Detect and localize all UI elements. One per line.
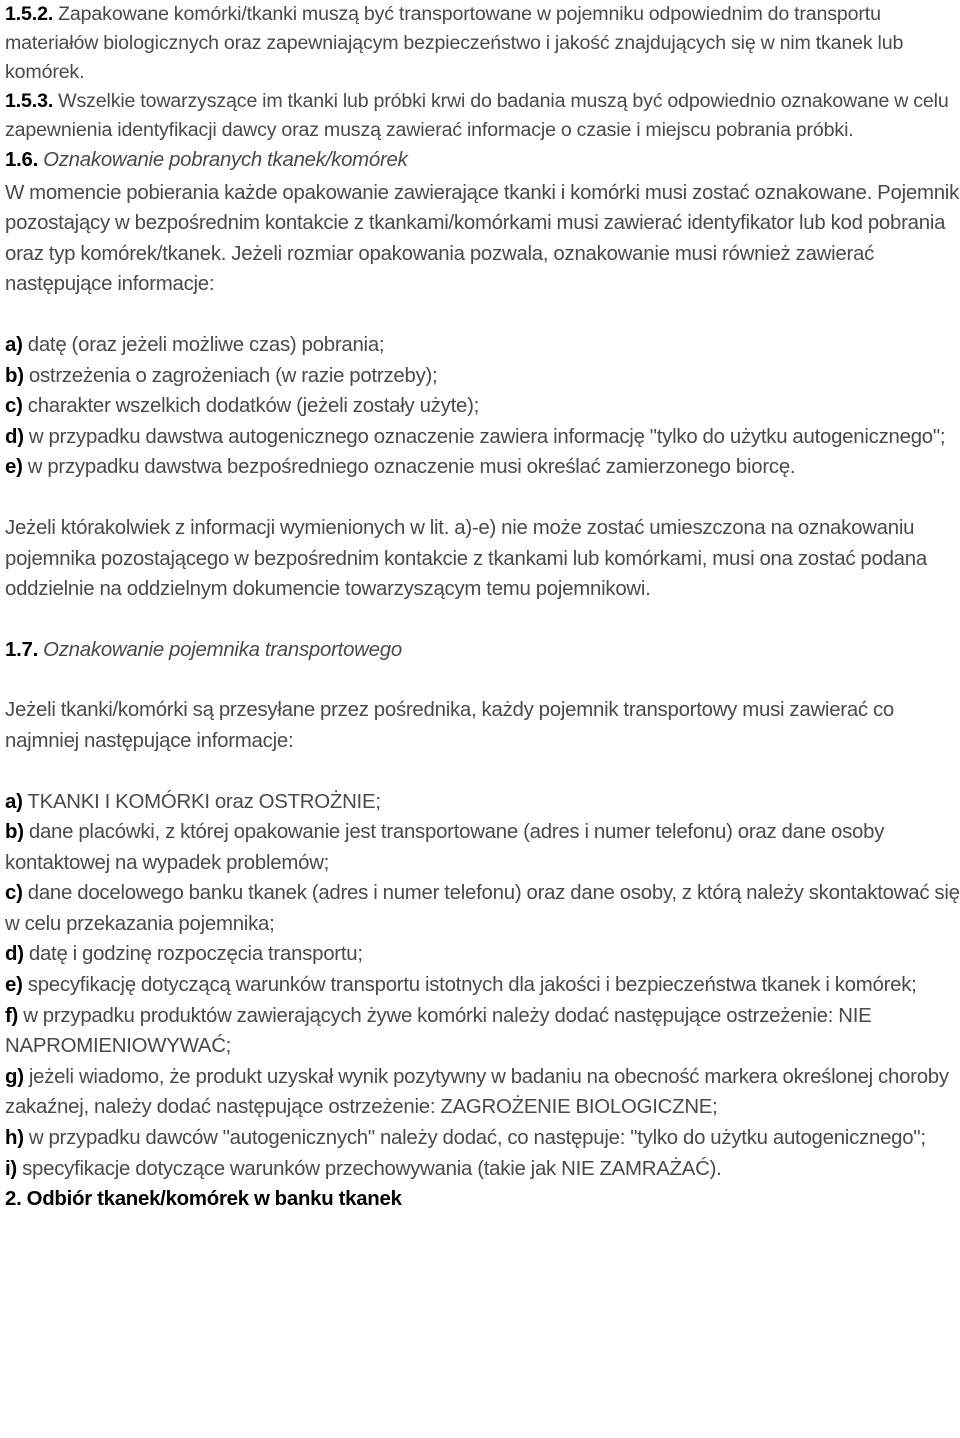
section-1-6-intro: W momencie pobierania każde opakowanie zawierające tkanki i komórki musi zostać oznakowane. Pojemnik pozostający w bezpośrednim kontakcie z tkankami/komórkami musi zawierać identyfikator lub kod pobrania oraz typ komórek/tkanek. Jeżeli rozmiar opakowania pozwala, oznakowanie musi również zawierać następujące informacje:	[5, 181, 960, 296]
list-item: f) w przypadku produktów zawierających żywe komórki należy dodać następujące ostrzeżenie: NIE NAPROMIENIOWYWAĆ;	[5, 1004, 872, 1058]
section-number: 1.7.	[5, 638, 39, 661]
section-1-6-outro: Jeżeli którakolwiek z informacji wymienionych w lit. a)-e) nie może zostać umieszczona na oznakowaniu pojemnika pozostającego w bezpośrednim kontakcie z tkankami lub komórkami, musi ona zostać podana oddzielnie na oddzielnym dokumencie towarzyszącym temu pojemnikowi.	[5, 516, 927, 601]
list-item: b) ostrzeżenia o zagrożeniach (w razie potrzeby);	[5, 364, 438, 387]
list-item: a) datę (oraz jeżeli możliwe czas) pobrania;	[5, 333, 385, 356]
section-1-5	[5, 0, 960, 145]
paragraph-number: 1.5.2.	[5, 3, 54, 25]
list-item: h) w przypadku dawców "autogenicznych" należy dodać, co następuje: "tylko do użytku autogenicznego";	[5, 1127, 926, 1150]
section-number: 1.6.	[5, 149, 39, 171]
paragraph-text: Wszelkie towarzyszące im tkanki lub próbki krwi do badania muszą być odpowiednio oznakowane w celu zapewnienia identyfikacji dawcy oraz muszą zawierać informacje o czasie i miejscu pobrania próbki.	[5, 90, 949, 141]
list-item: i) specyfikacje dotyczące warunków przechowywania (takie jak NIE ZAMRAŻAĆ).	[5, 1157, 722, 1180]
section-1-6-list	[5, 330, 960, 483]
section-1-7-intro: Jeżeli tkanki/komórki są przesyłane przez pośrednika, każdy pojemnik transportowy musi zawierać co najmniej następujące informacje:	[5, 699, 895, 752]
list-item: c) charakter wszelkich dodatków (jeżeli zostały użyte);	[5, 395, 480, 418]
paragraph-number: 1.5.3.	[5, 90, 54, 112]
section-1-7-heading	[5, 635, 960, 666]
section-title: Oznakowanie pobranych tkanek/komórek	[38, 149, 408, 171]
list-item: g) jeżeli wiadomo, że produkt uzyskał wynik pozytywny w badaniu na obecność markera określonej choroby zakaźnej, należy dodać następujące ostrzeżenie: ZAGROŻENIE BIOLOGICZNE;	[5, 1065, 949, 1119]
list-item: a) TKANKI I KOMÓRKI oraz OSTROŻNIE;	[5, 790, 381, 813]
list-item: e) w przypadku dawstwa bezpośredniego oznaczenie musi określać zamierzonego biorcę.	[5, 456, 796, 479]
list-item: d) datę i godzinę rozpoczęcia transportu;	[5, 943, 363, 966]
list-item: d) w przypadku dawstwa autogenicznego oznaczenie zawiera informację "tylko do użytku autogenicznego";	[5, 425, 946, 448]
section-title: Oznakowanie pojemnika transportowego	[38, 638, 402, 661]
paragraph-text: Zapakowane komórki/tkanki muszą być transportowane w pojemniku odpowiednim do transportu materiałów biologicznych oraz zapewniającym bezpieczeństwo i jakość znajdujących się w nim tkanek lub komórek.	[5, 3, 904, 83]
paragraph-1-5-2	[5, 0, 960, 87]
section-1-6-heading	[5, 145, 960, 176]
section-2-heading: 2. Odbiór tkanek/komórek w banku tkanek	[5, 1188, 402, 1211]
list-item: e) specyfikację dotyczącą warunków transportu istotnych dla jakości i bezpieczeństwa tkanek i komórek;	[5, 974, 917, 997]
paragraph-1-5-3	[5, 87, 960, 145]
section-1-7-list	[5, 787, 960, 1185]
list-item: b) dane placówki, z której opakowanie jest transportowane (adres i numer telefonu) oraz dane osoby kontaktowej na wypadek problemów;	[5, 821, 885, 874]
list-item: c) dane docelowego banku tkanek (adres i numer telefonu) oraz dane osoby, z którą należy skontaktować się w celu przekazania pojemnika;	[5, 882, 960, 935]
document-page	[5, 0, 960, 1215]
